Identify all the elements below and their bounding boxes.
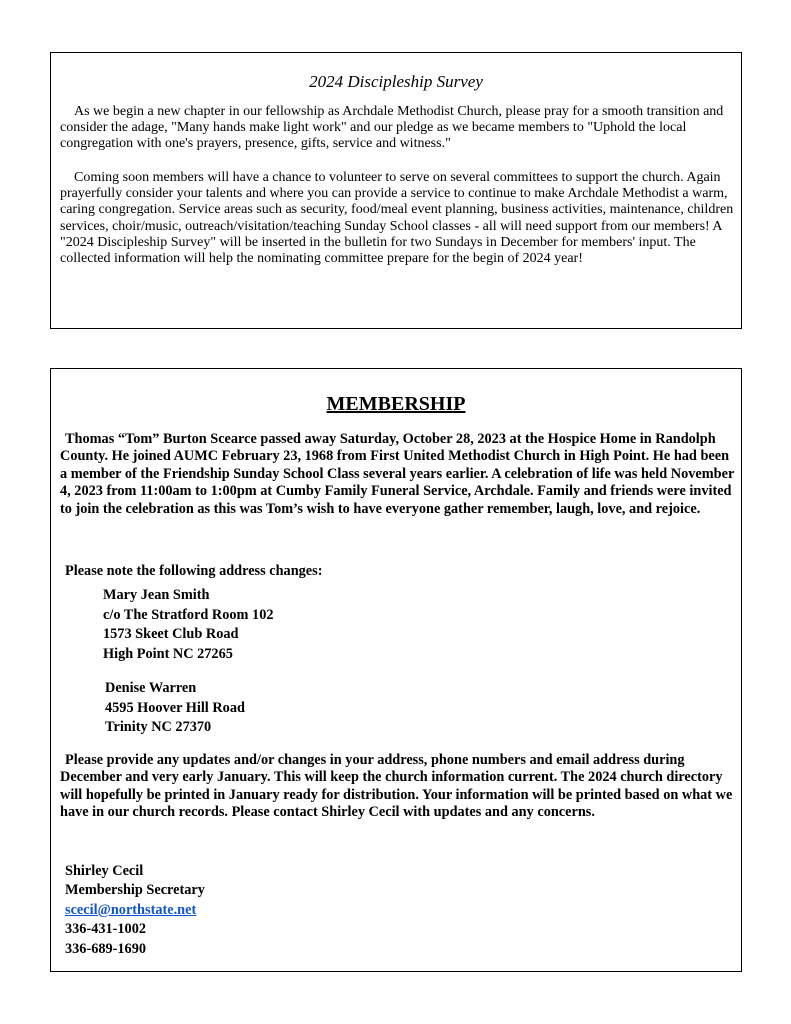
- address-line: High Point NC 27265: [103, 645, 233, 662]
- contact-name: Shirley Cecil: [65, 863, 144, 879]
- contact-email-link[interactable]: scecil@northstate.net: [65, 901, 197, 918]
- survey-paragraph-2: Coming soon members will have a chance to volunteer to serve on several committees to support the church. Again prayerfully consider your talents and where you can provide a service to continue to make Archdale Methodist a warm, caring congregation. Service areas such as security, food/meal event planning, business activities, maintenance, children services, choir/music, outreach/visitation/teaching Sunday School classes - all will need support from our members! A "2024 Discipleship Survey" will be inserted in the bulletin for two Sundays in December for members' input. The collected information will help the nominating committee prepare for the begin of 2024 year!: [60, 170, 734, 267]
- address-change-note: Please note the following address changes:: [65, 563, 323, 579]
- survey-paragraph-1: As we begin a new chapter in our fellowship as Archdale Methodist Church, please pray for a smooth transition and consider the adage, "Many hands make light work" and our pledge as we became members to "Uphold the local congregation with one's prayers, presence, gifts, service and witness.": [60, 104, 724, 152]
- address-line: Denise Warren: [105, 680, 197, 696]
- updates-request-paragraph: Please provide any updates and/or changes in your address, phone numbers and email address during December and very early January. This will keep the church information current. The 2024 church directory will hopefully be printed in January ready for distribution. Your information will be printed based on what we have in our church records. Please contact Shirley Cecil with updates and any concerns.: [60, 752, 733, 821]
- address-line: Trinity NC 27370: [105, 719, 212, 735]
- membership-section: [50, 368, 742, 972]
- contact-phone: 336-689-1690: [65, 940, 147, 957]
- survey-title: 2024 Discipleship Survey: [309, 72, 483, 91]
- membership-title: MEMBERSHIP: [326, 393, 466, 415]
- address-line: c/o The Stratford Room 102: [103, 606, 274, 623]
- address-line: 4595 Hoover Hill Road: [105, 699, 245, 716]
- discipleship-survey-section: [50, 52, 742, 329]
- obituary-paragraph: Thomas “Tom” Burton Scearce passed away Saturday, October 28, 2023 at the Hospice Home in Randolph County. He joined AUMC February 23, 1968 from First United Methodist Church in High Point. He had been a member of the Friendship Sunday School Class several years earlier. A celebration of life was held November 4, 2023 from 11:00am to 1:00pm at Cumby Family Funeral Service, Archdale. Family and friends were invited to join the celebration as this was Tom’s wish to have everyone gather remember, laugh, love, and rejoice.: [60, 431, 735, 517]
- address-line: 1573 Skeet Club Road: [103, 626, 239, 642]
- contact-phone: 336-431-1002: [65, 921, 147, 938]
- address-block: [105, 679, 245, 738]
- address-block: [103, 586, 274, 664]
- address-line: Mary Jean Smith: [103, 587, 210, 603]
- contact-role: Membership Secretary: [65, 882, 205, 899]
- contact-block: [65, 862, 205, 959]
